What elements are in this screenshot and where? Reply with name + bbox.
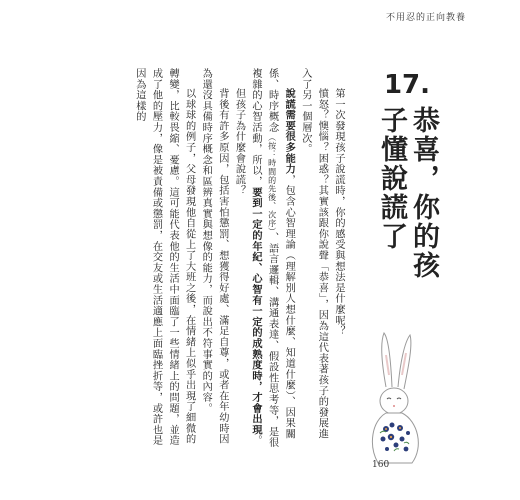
paragraph: 第一次發現孩子說謊時，你的感受與想法是什麼呢？ bbox=[333, 88, 344, 337]
emphasis-text: 說謊需要很多能力 bbox=[283, 88, 295, 175]
paragraph: 憤怒？懊惱？困惑？其實該跟你說聲「恭喜」，因為這代表著孩子的發展進入了另一個層次。 bbox=[299, 68, 328, 440]
chapter-title: 恭喜，你的孩子懂說謊了 bbox=[376, 106, 439, 280]
paragraph: 但孩子為什麼會說謊？ bbox=[233, 88, 245, 197]
body-text bbox=[124, 68, 346, 448]
page-number: 160 bbox=[372, 460, 390, 470]
emphasis-text: 要到一定的年紀、心智有一定的成熟度時，才會出現 bbox=[250, 186, 262, 436]
annotation-note: （按：時間的先後、次序） bbox=[267, 132, 277, 233]
paragraph: 背後有許多原因，包括害怕懲罰、想獲得好處、滿足自尊，或者在年幼時因為還沒具備時序概念和區辨真實與想像的能力，而說出不符事實的內容。 bbox=[200, 68, 228, 445]
paragraph bbox=[246, 68, 296, 448]
rabbit-illustration bbox=[356, 325, 436, 475]
text-span: 、語言邏輯、溝通表達、假設性思考等，是很複雜的心智活動，所以， bbox=[250, 68, 278, 448]
running-header: 不用忍的正向教養 bbox=[386, 13, 467, 23]
paragraph: 以球球的例子，父母發現他自從上了大班之後，在情緒上似乎出現了細微的轉變，比較畏縮、憂慮。這可能代表他的生活中面臨了一些情緒上的問題，並造成了他的壓力，像是被責備或懲罰，在交友或生活適應上面臨挫折等，或許也是因為這樣的 bbox=[133, 68, 195, 446]
text-span: ，包含心智理論（理解別人想什麼、知道什麼）、因果關係、時序概念 bbox=[266, 68, 295, 440]
chapter-title-block bbox=[376, 70, 439, 295]
chapter-number: 17. bbox=[383, 70, 431, 100]
text-span: 。 bbox=[250, 435, 262, 447]
